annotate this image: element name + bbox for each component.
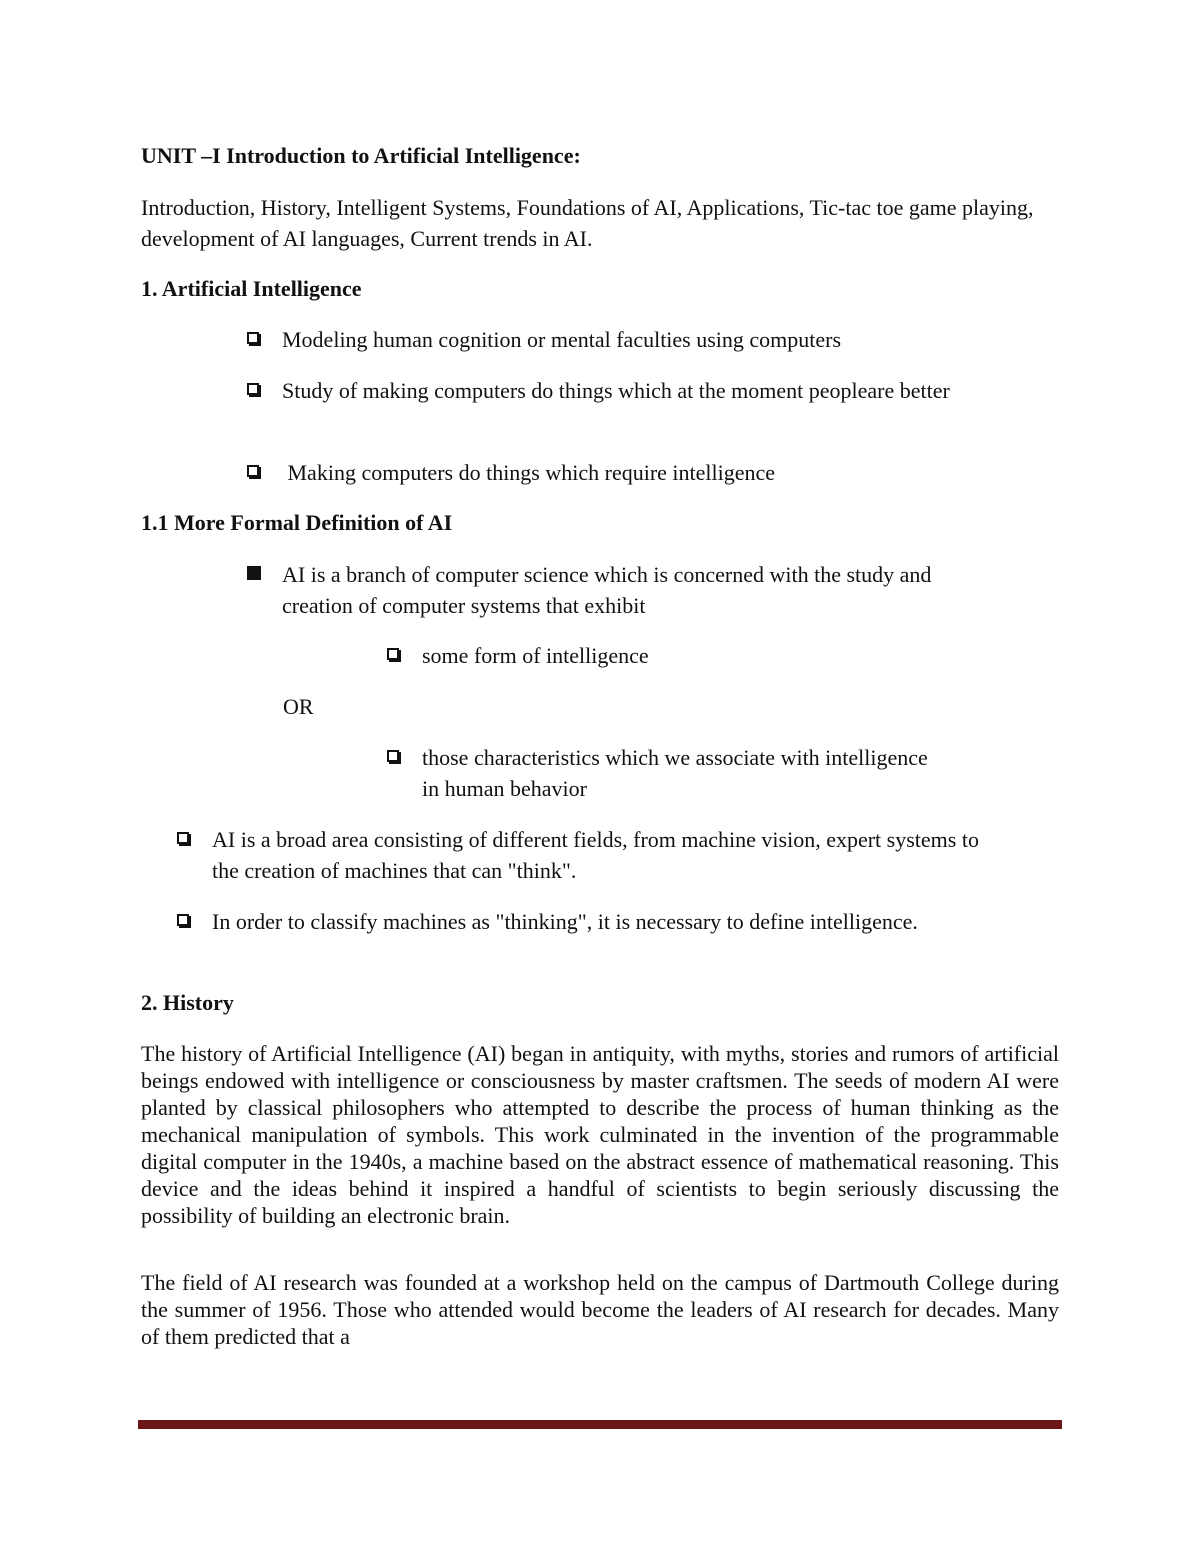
bullet-text: In order to classify machines as "thinking", it is necessary to define intelligence. [212,909,918,934]
bullet-text: those characteristics which we associate with intelligence in human behavior [422,745,928,801]
section-1-bullet [247,457,1059,488]
definition-bullet [247,559,1059,621]
footer-divider [138,1420,1062,1429]
bullet-text: Making computers do things which require intelligence [282,460,776,485]
checkbox-bullet-icon [177,914,189,926]
topics-text: Introduction, History, Intelligent Systems, Foundations of AI, Applications, Tic-tac toe game playing, development of AI languages, Current trends in AI. [141,195,1034,251]
section-1-1-heading: 1.1 More Formal Definition of AI [141,510,453,535]
section-1-heading: 1. Artificial Intelligence [141,276,362,301]
ai-scope-bullet [177,824,1059,886]
section-1-bullet [247,324,1059,355]
checkbox-bullet-icon [177,832,189,844]
filled-square-bullet-icon [247,566,261,580]
bullet-text: Study of making computers do things which at the moment peopleare better [282,378,950,403]
bullet-text: AI is a branch of computer science which is concerned with the study and creation of computer systems that exhibit [282,562,932,618]
definition-sub-bullet [387,640,1059,671]
bullet-text: AI is a broad area consisting of different fields, from machine vision, expert systems to the creation of machines that can "think". [212,827,979,883]
checkbox-bullet-icon [387,750,399,762]
history-paragraph-2: The field of AI research was founded at a workshop held on the campus of Dartmouth College during the summer of 1956. Those who attended would become the leaders of AI research for decades. Many of them predicted that a [141,1270,1059,1349]
section-2-heading: 2. History [141,990,234,1015]
history-paragraph-1: The history of Artificial Intelligence (AI) began in antiquity, with myths, stories and rumors of artificial beings endowed with intelligence or consciousness by master craftsmen. The seeds of modern AI were planted by classical philosophers who attempted to describe the process of human thinking as the mechanical manipulation of symbols. This work culminated in the invention of the programmable digital computer in the 1940s, a machine based on the abstract essence of mathematical reasoning. This device and the ideas behind it inspired a handful of scientists to begin seriously discussing the possibility of building an electronic brain. [141,1041,1059,1228]
checkbox-bullet-icon [247,332,259,344]
ai-scope-bullet [177,906,1059,937]
section-1-bullet [247,375,1059,406]
or-label: OR [283,694,314,719]
checkbox-bullet-icon [387,648,399,660]
checkbox-bullet-icon [247,465,259,477]
bullet-text: Modeling human cognition or mental faculties using computers [282,327,842,352]
definition-sub-bullet [387,742,1059,804]
unit-title: UNIT –I Introduction to Artificial Intelligence: [141,143,581,168]
checkbox-bullet-icon [247,383,259,395]
bullet-text: some form of intelligence [422,643,649,668]
